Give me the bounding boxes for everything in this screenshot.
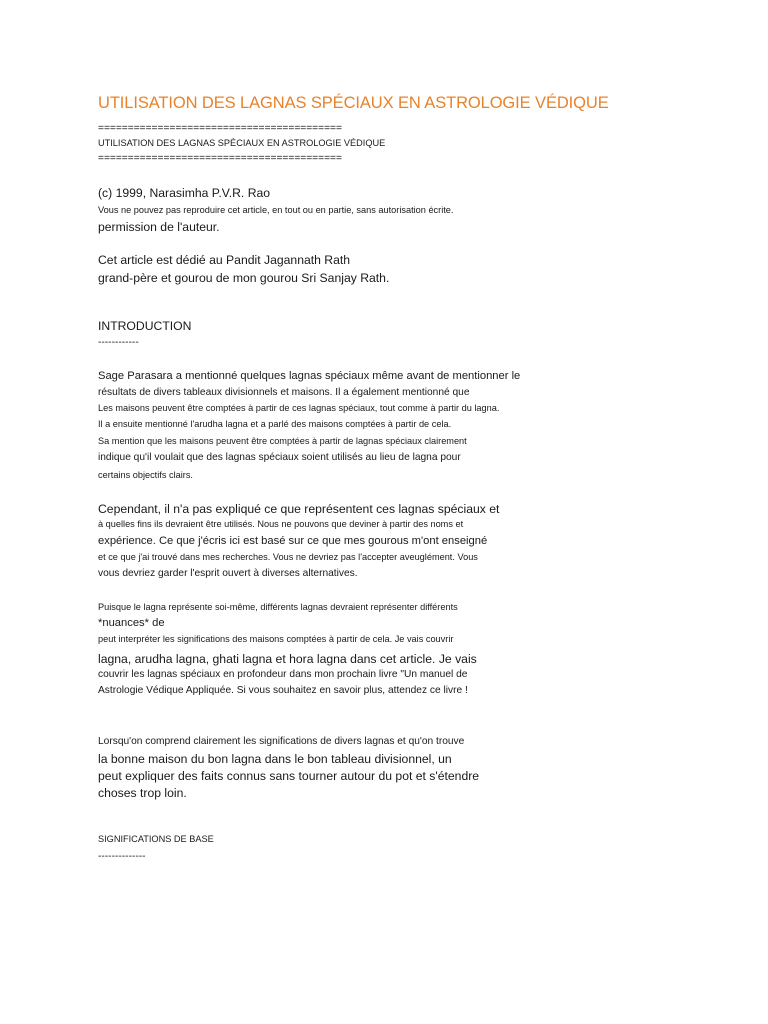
paragraph-line: peut expliquer des faits connus sans tourner autour du pot et s'étendre (98, 769, 480, 783)
paragraph-line: vous devriez garder l'esprit ouvert à diverses alternatives. (98, 568, 358, 579)
paragraph-line: Cependant, il n'a pas expliqué ce que représentent ces lagnas spéciaux et (98, 502, 500, 516)
header-rule-top: ========================================= (98, 123, 342, 134)
paragraph-line: Les maisons peuvent être comptées à partir de ces lagnas spéciaux, tout comme à partir du lagna. (98, 403, 500, 413)
dedication-line-2: grand-père et gourou de mon gourou Sri Sanjay Rath. (98, 271, 390, 285)
paragraph-line: *nuances* de (98, 617, 165, 629)
paragraph-line: Astrologie Védique Appliquée. Si vous souhaitez en savoir plus, attendez ce livre ! (98, 685, 468, 696)
header-rule-bottom: ========================================= (98, 153, 342, 164)
paragraph-line: peut interpréter les significations des maisons comptées à partir de cela. Je vais couvrir (98, 634, 454, 644)
paragraph-line: couvrir les lagnas spéciaux en profondeur dans mon prochain livre "Un manuel de (98, 669, 468, 680)
introduction-underline: ------------ (98, 337, 139, 348)
basics-heading: SIGNIFICATIONS DE BASE (98, 834, 214, 844)
paragraph-line: expérience. Ce que j'écris ici est basé sur ce que mes gourous m'ont enseigné (98, 535, 488, 547)
paragraph-line: et ce que j'ai trouvé dans mes recherches. Vous ne devriez pas l'accepter aveuglément. Vous (98, 552, 478, 562)
paragraph-line: certains objectifs clairs. (98, 470, 193, 480)
paragraph-line: la bonne maison du bon lagna dans le bon tableau divisionnel, un (98, 752, 452, 766)
paragraph-line: indique qu'il voulait que des lagnas spéciaux soient utilisés au lieu de lagna pour (98, 452, 461, 463)
paragraph-line: Sage Parasara a mentionné quelques lagnas spéciaux même avant de mentionner le (98, 370, 521, 382)
paragraph-line: Puisque le lagna représente soi-même, différents lagnas devraient représenter différents (98, 602, 458, 612)
paragraph-line: choses trop loin. (98, 786, 187, 800)
copyright-line: (c) 1999, Narasimha P.V.R. Rao (98, 186, 271, 200)
document-title: UTILISATION DES LAGNAS SPÉCIAUX EN ASTROLOGIE VÉDIQUE (98, 94, 609, 112)
copyright-notice: Vous ne pouvez pas reproduire cet article, en tout ou en partie, sans autorisation écrite. (98, 205, 454, 215)
copyright-permission: permission de l'auteur. (98, 220, 220, 234)
header-subtitle: UTILISATION DES LAGNAS SPÉCIAUX EN ASTROLOGIE VÉDIQUE (98, 138, 386, 148)
introduction-heading: INTRODUCTION (98, 319, 192, 333)
basics-underline: -------------- (98, 851, 146, 862)
paragraph-line: Il a ensuite mentionné l'arudha lagna et a parlé des maisons comptées à partir de cela. (98, 419, 452, 429)
dedication-line-1: Cet article est dédié au Pandit Jagannath Rath (98, 253, 351, 267)
paragraph-line: Sa mention que les maisons peuvent être comptées à partir de lagnas spéciaux clairement (98, 436, 467, 446)
paragraph-line: Lorsqu'on comprend clairement les significations de divers lagnas et qu'on trouve (98, 736, 465, 747)
paragraph-line: résultats de divers tableaux divisionnels et maisons. Il a également mentionné que (98, 387, 470, 398)
paragraph-line: à quelles fins ils devraient être utilisés. Nous ne pouvons que deviner à partir des noms et (98, 519, 464, 529)
paragraph-line: lagna, arudha lagna, ghati lagna et hora lagna dans cet article. Je vais (98, 652, 477, 666)
